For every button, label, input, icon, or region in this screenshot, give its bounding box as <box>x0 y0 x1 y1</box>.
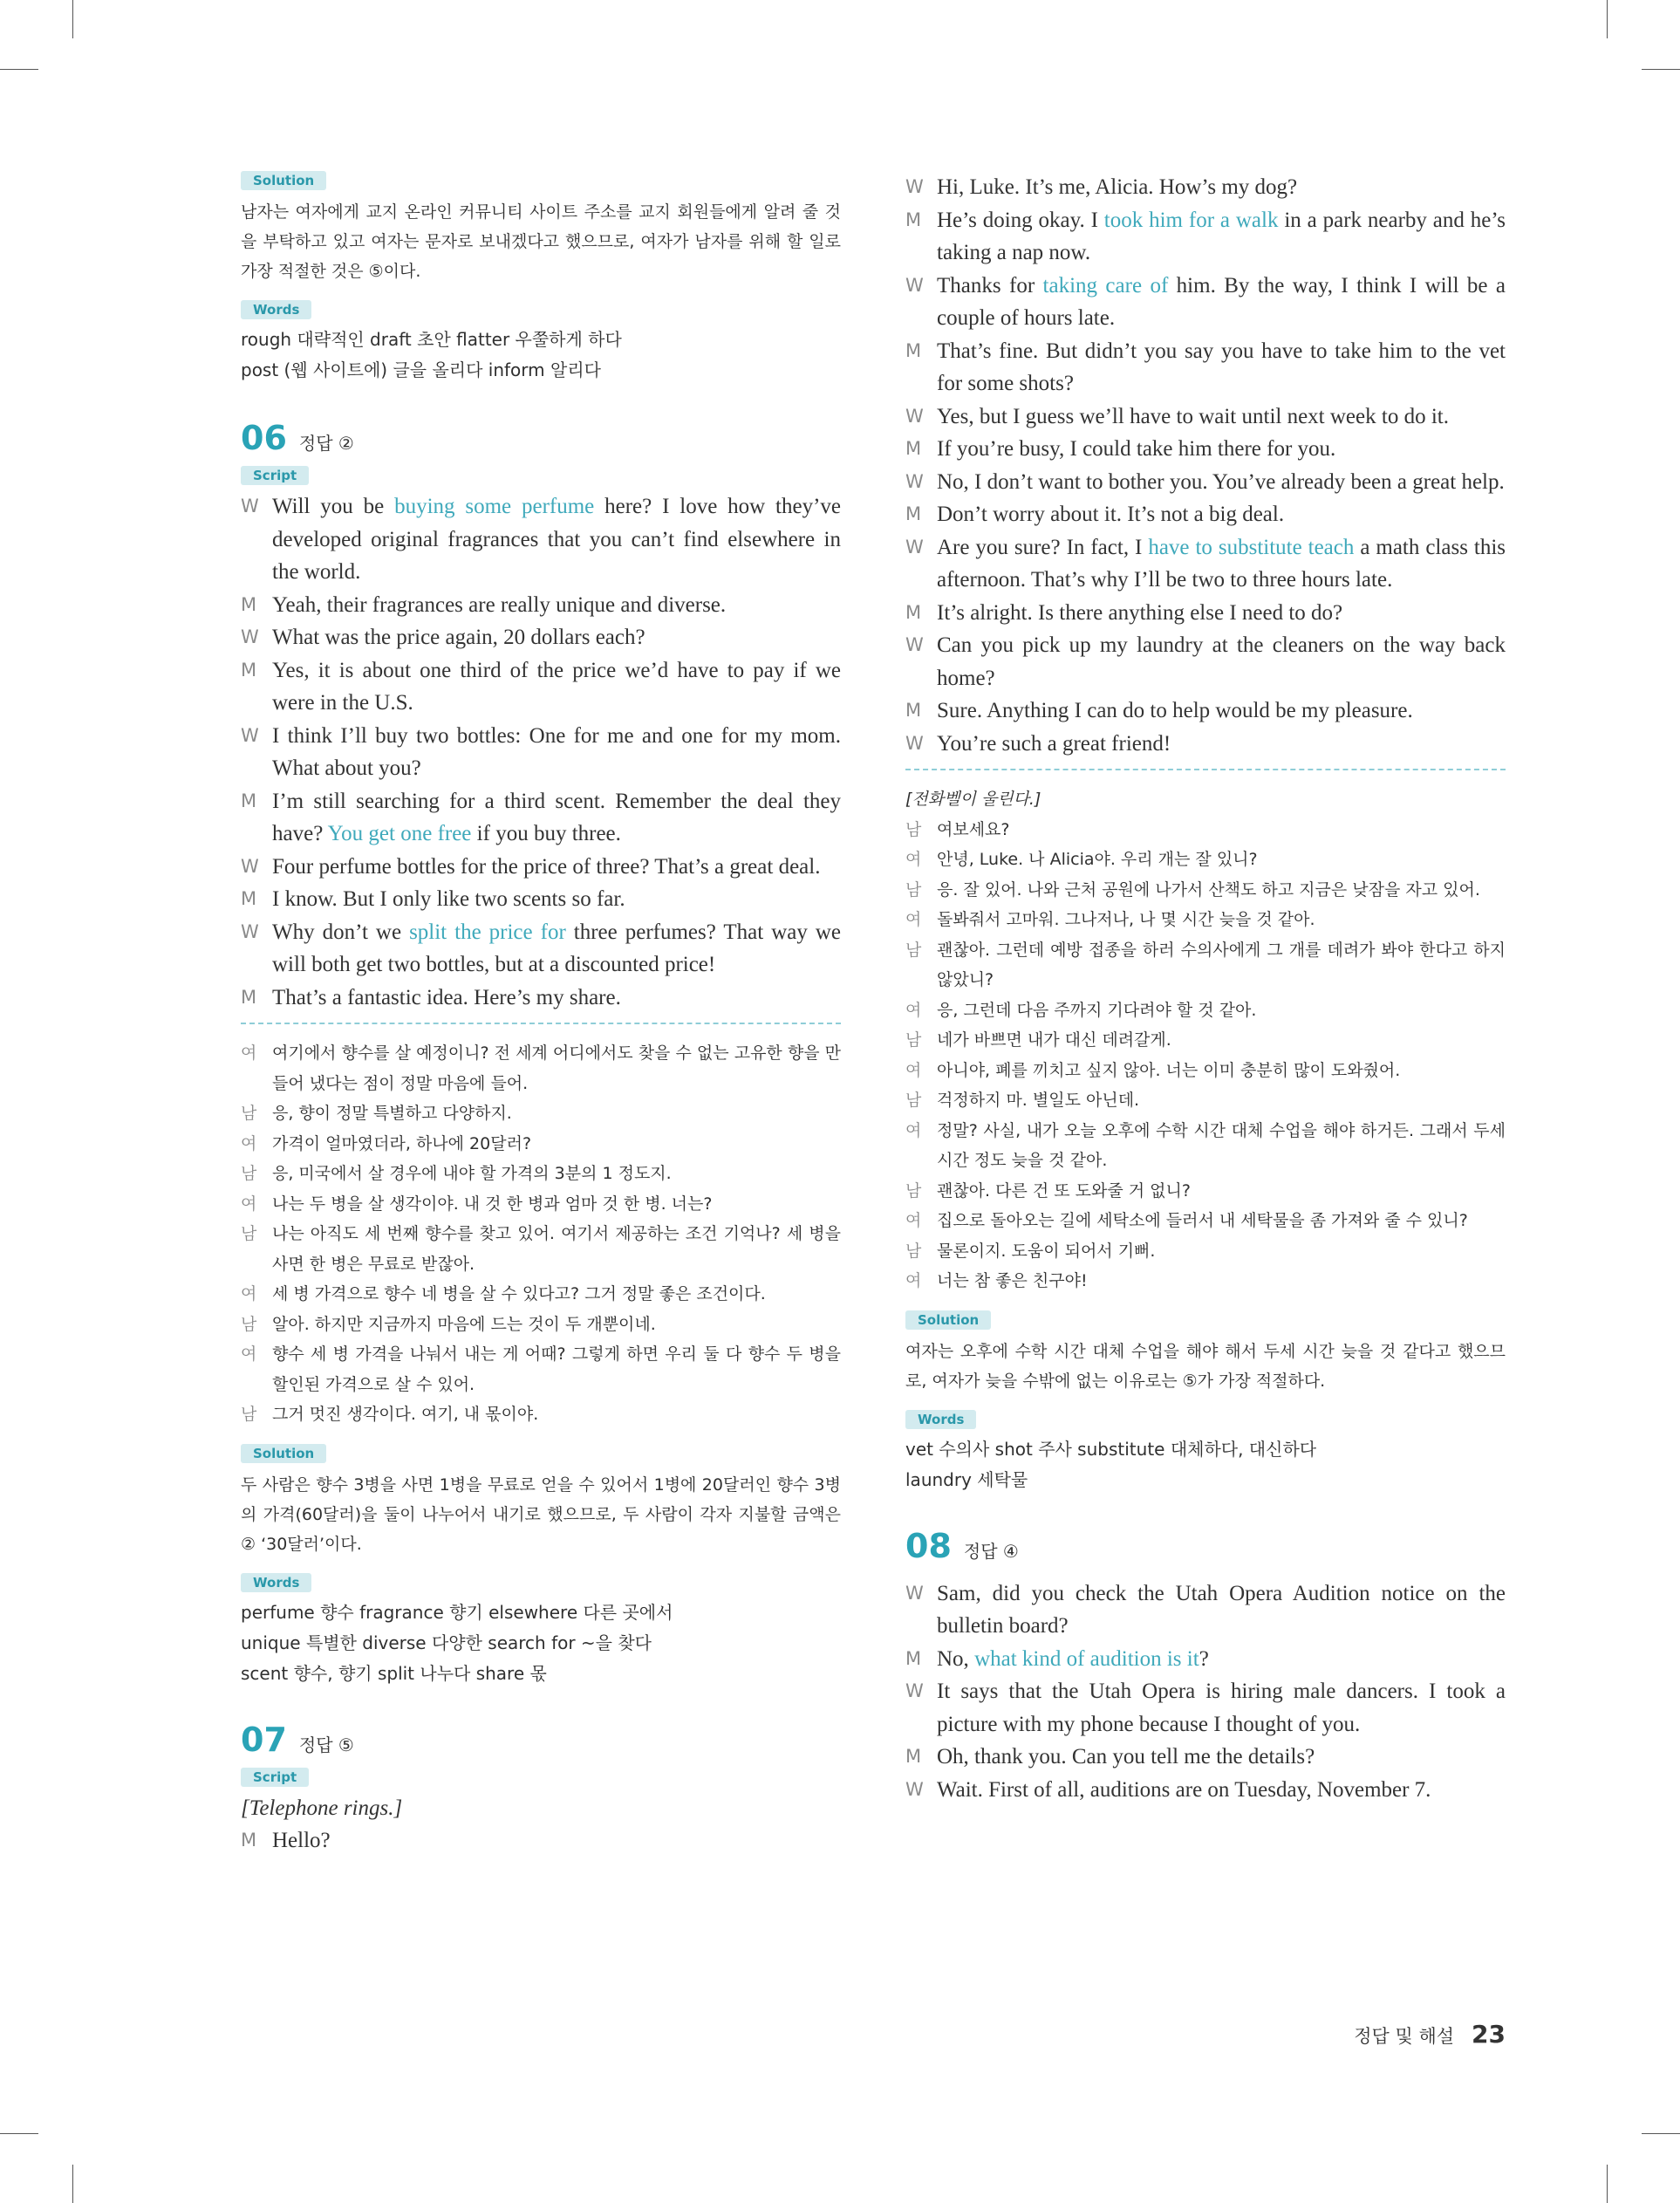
translation-line: 여 가격이 얼마였더라, 하나에 20달러? <box>241 1133 532 1153</box>
script-tag: Script <box>241 466 309 485</box>
translation-line: 남 그거 멋진 생각이다. 여기, 내 몫이야. <box>241 1405 539 1424</box>
speaker: W <box>905 1582 924 1604</box>
footer-label: 정답 및 해설 <box>1354 2026 1455 2047</box>
dialogue-line: W What was the price again, 20 dollars each? <box>241 621 841 654</box>
speaker: M <box>241 888 257 909</box>
dialogue-line: W I think I’ll buy two bottles: One for me and one for my mom. What about you? <box>241 720 841 785</box>
crop-mark <box>1607 2165 1608 2203</box>
dialogue-line: W Can you pick up my laundry at the cleaners on the way back home? <box>905 629 1506 694</box>
solution-text: 남자는 여자에게 교지 온라인 커뮤니티 사이트 주소를 교지 회원들에게 알려 줄 것을 부탁하고 있고 여자는 문자로 보내겠다고 했으므로, 여자가 남자를 위해 할 일로 가장 적절한 것은 ⑤이다. <box>241 202 841 281</box>
dialogue-line: M Hello? <box>241 1824 841 1857</box>
dialogue-line: W Thanks for taking care of him. By the way, I think I will be a couple of hours late. <box>905 270 1506 335</box>
dialogue-line: W Are you sure? In fact, I have to substitute teach a math class this afternoon. That’s why I’ll be two to three hours late. <box>905 531 1506 597</box>
words-tag: Words <box>241 300 311 319</box>
speaker: W <box>241 496 259 517</box>
dialogue-line: M Yes, it is about one third of the price we’d have to pay if we were in the U.S. <box>241 654 841 720</box>
translation-line: 여 정말? 사실, 내가 오늘 오후에 수학 시간 대체 수업을 해야 하거든. 그래서 두세 시간 정도 늦을 것 같아. <box>905 1120 1506 1170</box>
dialogue-line: M That’s fine. But didn’t you say you have to take him to the vet for some shots? <box>905 335 1506 400</box>
speaker: W <box>905 274 924 296</box>
dialogue-line: W Sam, did you check the Utah Opera Audition notice on the bulletin board? <box>905 1577 1506 1643</box>
speaker: M <box>905 209 922 230</box>
crop-mark <box>72 2165 73 2203</box>
dialogue-line: M He’s doing okay. I took him for a walk in a park nearby and he’s taking a nap now. <box>905 204 1506 270</box>
words-line: laundry 세탁물 <box>905 1468 1028 1490</box>
translation-line: 여 아니야, 폐를 끼치고 싶지 않아. 너는 이미 충분히 많이 도와줬어. <box>905 1060 1401 1080</box>
translation-line: 남 괜찮아. 그런데 예방 접종을 하러 수의사에게 그 개를 데려가 봐야 한다고 하지 않았니? <box>905 940 1506 989</box>
question-08 <box>905 1527 1506 1807</box>
solution-text: 두 사람은 향수 3병을 사면 1병을 무료로 얻을 수 있어서 1병에 20달러인 향수 3병의 가격(60달러)을 둘이 나누어서 내기로 했으므로, 두 사람이 각자 지불할 금액은 ② ‘30달러’이다. <box>241 1474 841 1554</box>
left-column <box>241 171 841 1857</box>
words-section <box>241 1573 841 1689</box>
translation-line: 남 괜찮아. 다른 건 또 도와줄 거 없니? <box>905 1180 1191 1201</box>
q05-words-section <box>241 300 841 386</box>
dialogue-line: M If you’re busy, I could take him there for you. <box>905 433 1506 466</box>
speaker: W <box>905 405 924 427</box>
speaker: M <box>241 1830 257 1851</box>
right-column <box>905 171 1506 1806</box>
speaker: M <box>241 790 257 811</box>
speaker: M <box>241 659 257 681</box>
translation-line: 여 집으로 돌아오는 길에 세탁소에 들러서 내 세탁물을 좀 가져와 줄 수 있니? <box>905 1211 1468 1230</box>
translation-line: 남 걱정하지 마. 별일도 아닌데. <box>905 1091 1140 1110</box>
speaker: W <box>905 1680 924 1701</box>
translation-line: 여 돌봐줘서 고마워. 그나저나, 나 몇 시간 늦을 것 같아. <box>905 910 1315 929</box>
words-line: vet 수의사 shot 주사 substitute 대체하다, 대신하다 <box>905 1438 1317 1460</box>
question-number: 08 <box>905 1526 952 1565</box>
speaker: M <box>905 339 922 361</box>
question-06 <box>241 419 841 1689</box>
page-number: 23 <box>1472 2020 1506 2049</box>
speaker: M <box>905 601 922 623</box>
words-line: scent 향수, 향기 split 나누다 share 몫 <box>241 1662 547 1684</box>
dialogue-line: M I know. But I only like two scents so far. <box>241 883 841 916</box>
dialogue-line: M Oh, thank you. Can you tell me the details? <box>905 1741 1506 1774</box>
translation-line: 여 나는 두 병을 살 생각이야. 내 것 한 병과 엄마 것 한 병. 너는? <box>241 1194 713 1214</box>
question-header <box>241 419 841 457</box>
solution-section <box>241 1444 841 1559</box>
speaker: W <box>905 176 924 197</box>
dialogue-line: W Wait. First of all, auditions are on Tuesday, November 7. <box>905 1774 1506 1807</box>
crop-mark <box>72 0 73 38</box>
translation <box>905 784 1506 1296</box>
dialogue-line: W You’re such a great friend! <box>905 728 1506 761</box>
highlight: what kind of audition is it <box>974 1646 1199 1671</box>
translation-line: 남 여보세요? <box>905 819 1010 839</box>
highlight: You get one free <box>327 822 472 845</box>
script <box>241 490 841 1014</box>
stage-direction: [Telephone rings.] <box>241 1796 403 1820</box>
solution-tag: Solution <box>241 1444 326 1463</box>
translation-line: 여 너는 참 좋은 친구야! <box>905 1271 1088 1290</box>
question-header <box>905 1527 1506 1565</box>
translation-line: 여 응, 그런데 다음 주까지 기다려야 할 것 같아. <box>905 1000 1257 1020</box>
dialogue-line: W It says that the Utah Opera is hiring male dancers. I took a picture with my phone because I thought of you. <box>905 1675 1506 1741</box>
page-footer <box>1354 2020 1506 2049</box>
crop-mark <box>0 2133 38 2134</box>
highlight: took him for a walk <box>1103 208 1279 232</box>
translation-line: 여 세 병 가격으로 향수 네 병을 살 수 있다고? 그거 정말 좋은 조건이다. <box>241 1284 766 1303</box>
words-line: post (웹 사이트에) 글을 올리다 inform 알리다 <box>241 359 601 380</box>
highlight: taking care of <box>1042 273 1169 298</box>
speaker: W <box>905 634 924 655</box>
dialogue-line: M Don’t worry about it. It’s not a big deal. <box>905 498 1506 531</box>
script-continued <box>905 171 1506 760</box>
speaker: W <box>241 855 259 877</box>
speaker: M <box>241 986 257 1008</box>
words-tag: Words <box>241 1573 311 1592</box>
speaker: M <box>241 593 257 615</box>
speaker: M <box>905 1746 922 1767</box>
answer-label: 정답 ② <box>298 433 354 454</box>
speaker: W <box>905 536 924 558</box>
crop-mark <box>1607 0 1608 38</box>
speaker: M <box>905 438 922 459</box>
question-number: 07 <box>241 1720 287 1759</box>
question-header <box>241 1721 841 1759</box>
words-line: perfume 향수 fragrance 향기 elsewhere 다른 곳에서 <box>241 1601 673 1623</box>
dialogue-line: W Yes, but I guess we’ll have to wait until next week to do it. <box>905 400 1506 434</box>
dialogue-line: W Four perfume bottles for the price of three? That’s a great deal. <box>241 851 841 884</box>
answer-label: 정답 ④ <box>963 1540 1019 1562</box>
speaker: W <box>241 920 259 942</box>
solution-text: 여자는 오후에 수학 시간 대체 수업을 해야 해서 두세 시간 늦을 것 같다고 했으므로, 여자가 늦을 수밖에 없는 이유로는 ⑤가 가장 적절하다. <box>905 1341 1506 1391</box>
dialogue-line: W No, I don’t want to bother you. You’ve already been a great help. <box>905 466 1506 499</box>
translation-line: 여 여기에서 향수를 살 예정이니? 전 세계 어디에서도 찾을 수 없는 고유한 향을 만들어 냈다는 점이 정말 마음에 들어. <box>241 1043 841 1093</box>
dialogue-line: M That’s a fantastic idea. Here’s my share. <box>241 982 841 1015</box>
dialogue-line: M Yeah, their fragrances are really unique and diverse. <box>241 589 841 622</box>
speaker: W <box>905 732 924 754</box>
script-tag: Script <box>241 1768 309 1787</box>
translation-line: 남 물론이지. 도움이 되어서 기뻐. <box>905 1241 1156 1261</box>
solution-tag: Solution <box>905 1310 991 1330</box>
dialogue-line: M It’s alright. Is there anything else I need to do? <box>905 597 1506 630</box>
translation-line: 남 알아. 하지만 지금까지 마음에 드는 것이 두 개뿐이네. <box>241 1314 656 1334</box>
crop-mark <box>0 69 38 70</box>
speaker: W <box>905 470 924 492</box>
words-tag: Words <box>905 1410 976 1429</box>
dialogue-line: M I’m still searching for a third scent. Remember the deal they have? You get one free if you buy three. <box>241 785 841 851</box>
dialogue-line: W Hi, Luke. It’s me, Alicia. How’s my dog? <box>905 171 1506 204</box>
question-number: 06 <box>241 419 287 457</box>
translation-line: 여 향수 세 병 가격을 나눠서 내는 게 어때? 그렇게 하면 우리 둘 다 향수 두 병을 할인된 가격으로 살 수 있어. <box>241 1344 841 1394</box>
translation-line: 남 응, 미국에서 살 경우에 내야 할 가격의 3분의 1 정도지. <box>241 1164 672 1183</box>
dialogue-line: W Why don’t we split the price for three perfumes? That way we will both get two bottles, but at a discounted price! <box>241 916 841 982</box>
solution-section <box>905 1310 1506 1396</box>
translation-line: 남 응, 향이 정말 특별하고 다양하지. <box>241 1104 512 1123</box>
translation <box>241 1038 841 1430</box>
words-line: unique 특별한 diverse 다양한 search for ~을 찾다 <box>241 1632 652 1653</box>
crop-mark <box>1642 2133 1680 2134</box>
divider <box>241 1023 841 1024</box>
question-07 <box>241 1721 841 1857</box>
highlight: split the price for <box>409 920 566 944</box>
speaker: M <box>905 700 922 721</box>
stage-direction: [전화벨이 울린다.] <box>905 790 1041 809</box>
answer-label: 정답 ⑤ <box>298 1734 354 1755</box>
dialogue-line: M Sure. Anything I can do to help would be my pleasure. <box>905 694 1506 728</box>
dialogue-line: M No, what kind of audition is it? <box>905 1643 1506 1676</box>
highlight: buying some perfume <box>394 495 595 518</box>
words-section <box>905 1410 1506 1495</box>
dialogue-line: W Will you be buying some perfume here? I love how they’ve developed original fragrances that you can’t find elsewhere in the world. <box>241 490 841 589</box>
translation-line: 남 응. 잘 있어. 나와 근처 공원에 나가서 산책도 하고 지금은 낮잠을 자고 있어. <box>905 879 1480 900</box>
highlight: have to substitute teach <box>1148 535 1355 559</box>
translation-line: 남 네가 바쁘면 내가 대신 데려갈게. <box>905 1030 1171 1050</box>
speaker: M <box>905 503 922 524</box>
words-line: rough 대략적인 draft 초안 flatter 우쭐하게 하다 <box>241 329 622 350</box>
speaker: W <box>241 724 259 746</box>
speaker: W <box>241 626 259 647</box>
translation-line: 여 안녕, Luke. 나 Alicia야. 우리 개는 잘 있니? <box>905 850 1258 869</box>
solution-tag: Solution <box>241 171 326 190</box>
crop-mark <box>1642 69 1680 70</box>
translation-line: 남 나는 아직도 세 번째 향수를 찾고 있어. 여기서 제공하는 조건 기억나? 세 병을 사면 한 병은 무료로 받잖아. <box>241 1224 841 1274</box>
speaker: W <box>905 1778 924 1800</box>
speaker: M <box>905 1647 922 1669</box>
script <box>905 1577 1506 1807</box>
divider <box>905 769 1506 770</box>
q05-solution-section <box>241 171 841 286</box>
